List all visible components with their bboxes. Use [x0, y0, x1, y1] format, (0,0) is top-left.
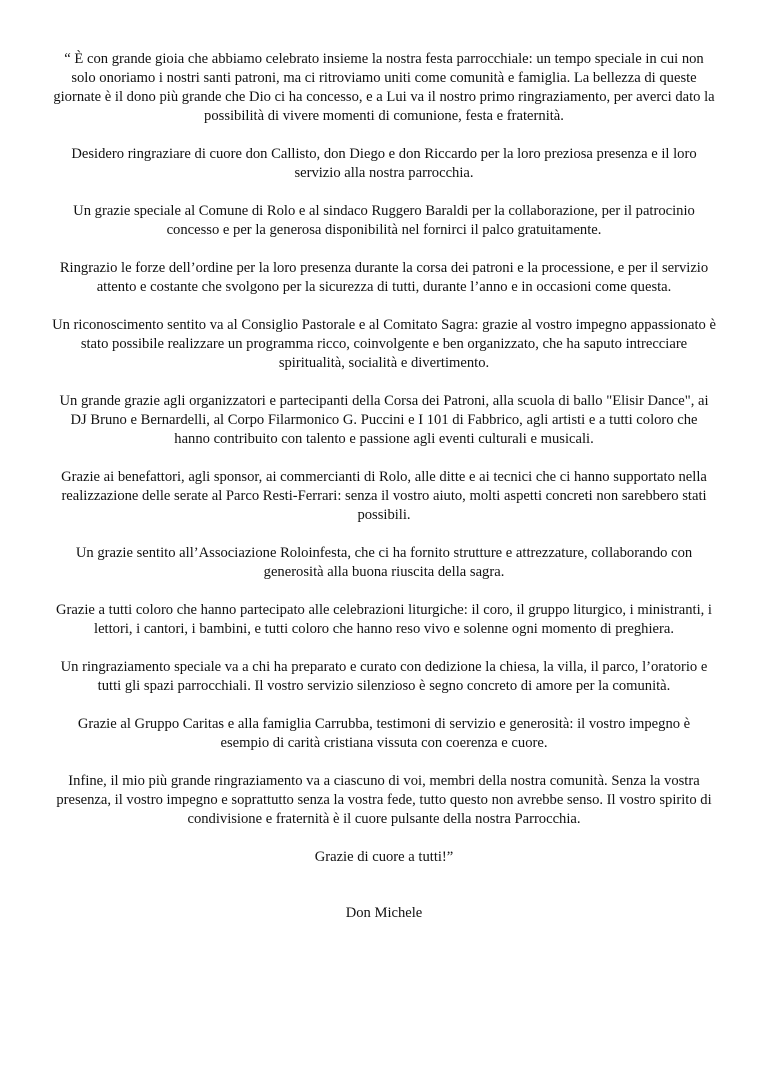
letter-body: [52, 50, 716, 923]
paragraph-sponsors-thanks: Grazie ai benefattori, agli sponsor, ai commercianti di Rolo, alle ditte e ai tecnici che ci hanno supportato nella realizzazione delle serate al Parco Resti-Ferrari: senza il vostro aiuto, molti aspetti concreti non sarebbero stati possibili.: [61, 469, 707, 523]
signature: Don Michele: [345, 905, 423, 921]
paragraph-organizers-thanks: Un grande grazie agli organizzatori e partecipanti della Corsa dei Patroni, alla scuola di ballo "Elisir Dance", ai DJ Bruno e Bernardelli, al Corpo Filarmonico G. Puccini e I 101 di Fabbrico, agli artisti e a tutti coloro che hanno contribuito con talento e passione agli eventi culturali e musicali.: [59, 393, 709, 447]
paragraph-intro: “ È con grande gioia che abbiamo celebrato insieme la nostra festa parrocchiale: un tempo speciale in cui non solo onoriamo i nostri santi patroni, ma ci ritroviamo uniti come comunità e famiglia. La bellezza di queste giornate è il dono più grande che Dio ci ha concesso, e a Lui va il nostro primo ringraziamento, per averci dato la possibilità di vivere momenti di comunione, festa e fraternità.: [53, 51, 715, 124]
paragraph-clergy-thanks: Desidero ringraziare di cuore don Callisto, don Diego e don Riccardo per la loro preziosa presenza e il loro servizio alla nostra parrocchia.: [71, 146, 697, 181]
paragraph-municipality-thanks: Un grazie speciale al Comune di Rolo e al sindaco Ruggero Baraldi per la collaborazione, per il patrocinio concesso e per la generosa disponibilità nel fornirci il palco gratuitamente.: [73, 203, 695, 238]
paragraph-spaces-thanks: Un ringraziamento speciale va a chi ha preparato e curato con dedizione la chiesa, la villa, il parco, l’oratorio e tutti gli spazi parrocchiali. Il vostro servizio silenzioso è segno concreto di amore per la comunità.: [60, 659, 708, 694]
paragraph-police-thanks: Ringrazio le forze dell’ordine per la loro presenza durante la corsa dei patroni e la processione, e per il servizio attento e costante che svolgono per la sicurezza di tutti, durante l’anno e in occasioni come questa.: [59, 260, 709, 295]
paragraph-caritas-thanks: Grazie al Gruppo Caritas e alla famiglia Carrubba, testimoni di servizio e generosità: il vostro impegno è esempio di carità cristiana vissuta con coerenza e cuore.: [77, 716, 691, 751]
closing-line: Grazie di cuore a tutti!”: [314, 849, 454, 865]
paragraph-community-thanks: Infine, il mio più grande ringraziamento va a ciascuno di voi, membri della nostra comunità. Senza la vostra presenza, il vostro impegno e soprattutto senza la vostra fede, tutto questo non avrebbe senso. Il vostro spirito di condivisione e fraternità è il cuore pulsante della nostra Parrocchia.: [56, 773, 712, 827]
paragraph-liturgy-thanks: Grazie a tutti coloro che hanno partecipato alle celebrazioni liturgiche: il coro, il gruppo liturgico, i ministranti, i lettori, i cantori, i bambini, e tutti coloro che hanno reso vivo e solenne ogni momento di preghiera.: [56, 602, 712, 637]
paragraph-council-thanks: Un riconoscimento sentito va al Consiglio Pastorale e al Comitato Sagra: grazie al vostro impegno appassionato è stato possibile realizzare un programma ricco, coinvolgente e ben organizzato, che ha saputo intrecciare spiritualità, socialità e divertimento.: [52, 317, 716, 371]
paragraph-association-thanks: Un grazie sentito all’Associazione Roloinfesta, che ci ha fornito strutture e attrezzature, collaborando con generosità alla buona riuscita della sagra.: [75, 545, 693, 580]
